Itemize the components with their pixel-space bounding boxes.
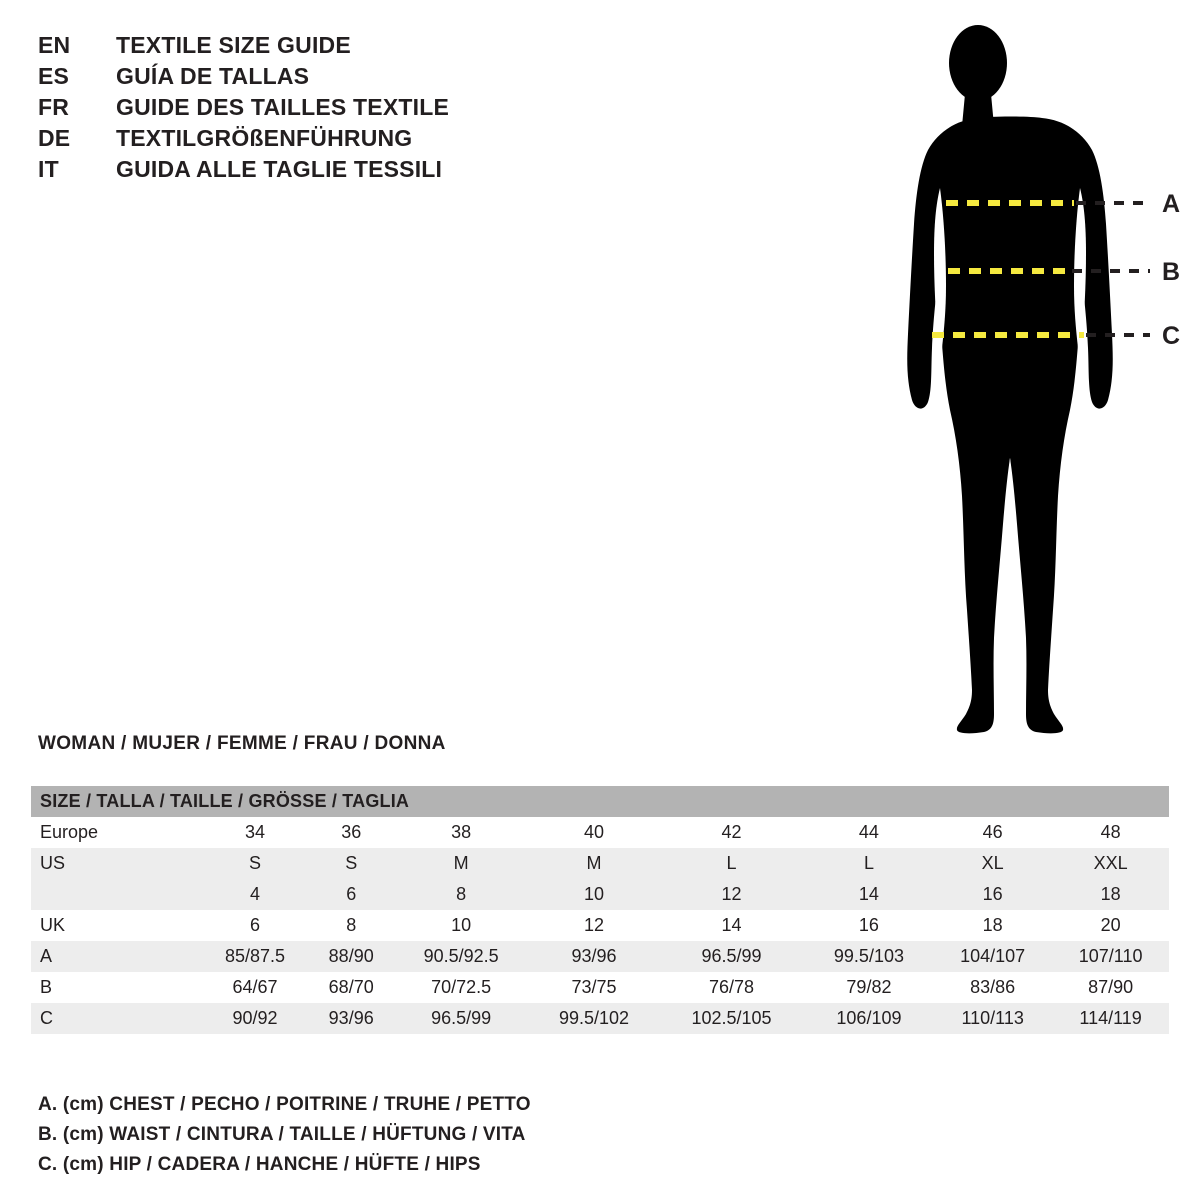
- measure-label-c: C: [1162, 322, 1181, 350]
- cell: 10: [392, 910, 529, 941]
- cell: 70/72.5: [392, 972, 529, 1003]
- cell: 48: [1052, 817, 1169, 848]
- row-label: UK: [31, 910, 200, 941]
- cell: 6: [310, 879, 392, 910]
- cell: 88/90: [310, 941, 392, 972]
- cell: 38: [392, 817, 529, 848]
- row-label: B: [31, 972, 200, 1003]
- cell: 93/96: [310, 1003, 392, 1034]
- cell: 18: [933, 910, 1052, 941]
- table-row: [31, 1003, 1169, 1034]
- table-row: [31, 972, 1169, 1003]
- cell: M: [530, 848, 658, 879]
- row-label: Europe: [31, 817, 200, 848]
- footnote-c: C. (cm) HIP / CADERA / HANCHE / HÜFTE / HIPS: [38, 1154, 481, 1175]
- cell: 8: [392, 879, 529, 910]
- measure-label-b: B: [1162, 258, 1181, 286]
- table-row: [31, 941, 1169, 972]
- measure-label-a: A: [1162, 190, 1181, 218]
- section-caption: WOMAN / MUJER / FEMME / FRAU / DONNA: [38, 733, 446, 754]
- cell: S: [310, 848, 392, 879]
- cell: 42: [658, 817, 805, 848]
- cell: 4: [200, 879, 310, 910]
- row-label: C: [31, 1003, 200, 1034]
- cell: 6: [200, 910, 310, 941]
- cell: 96.5/99: [658, 941, 805, 972]
- cell: 87/90: [1052, 972, 1169, 1003]
- cell: 93/96: [530, 941, 658, 972]
- cell: 36: [310, 817, 392, 848]
- cell: 85/87.5: [200, 941, 310, 972]
- table-row: [31, 910, 1169, 941]
- footnote-b: B. (cm) WAIST / CINTURA / TAILLE / HÜFTUNG / VITA: [38, 1124, 526, 1145]
- row-label: A: [31, 941, 200, 972]
- size-table: [31, 786, 1169, 1034]
- cell: 16: [805, 910, 933, 941]
- row-label: US: [31, 848, 200, 879]
- woman-silhouette-icon: [907, 25, 1113, 733]
- cell: 99.5/102: [530, 1003, 658, 1034]
- language-header-block: [38, 32, 638, 187]
- language-row: [38, 125, 638, 156]
- cell: 107/110: [1052, 941, 1169, 972]
- cell: 46: [933, 817, 1052, 848]
- table-header-row: [31, 786, 1169, 817]
- cell: 114/119: [1052, 1003, 1169, 1034]
- language-title: GUÍA DE TALLAS: [116, 63, 310, 89]
- cell: 96.5/99: [392, 1003, 529, 1034]
- language-title: TEXTILGRÖßENFÜHRUNG: [116, 125, 413, 151]
- female-body-figure: [860, 18, 1190, 738]
- footnotes-block: [38, 1090, 531, 1180]
- cell: 102.5/105: [658, 1003, 805, 1034]
- cell: 68/70: [310, 972, 392, 1003]
- language-title: GUIDE DES TAILLES TEXTILE: [116, 94, 449, 120]
- language-row: [38, 156, 638, 187]
- cell: 76/78: [658, 972, 805, 1003]
- language-code: FR: [38, 94, 70, 120]
- table-row: [31, 848, 1169, 879]
- language-code: DE: [38, 125, 71, 151]
- cell: 106/109: [805, 1003, 933, 1034]
- cell: 14: [805, 879, 933, 910]
- cell: 73/75: [530, 972, 658, 1003]
- cell: 110/113: [933, 1003, 1052, 1034]
- cell: 79/82: [805, 972, 933, 1003]
- table-row: [31, 879, 1169, 910]
- language-code: ES: [38, 63, 70, 89]
- cell: L: [805, 848, 933, 879]
- cell: 8: [310, 910, 392, 941]
- language-code: EN: [38, 32, 71, 58]
- cell: 16: [933, 879, 1052, 910]
- cell: 44: [805, 817, 933, 848]
- footnote-a: A. (cm) CHEST / PECHO / POITRINE / TRUHE / PETTO: [38, 1094, 531, 1115]
- table-row: [31, 817, 1169, 848]
- cell: 99.5/103: [805, 941, 933, 972]
- cell: 12: [658, 879, 805, 910]
- cell: 18: [1052, 879, 1169, 910]
- cell: XL: [933, 848, 1052, 879]
- language-row: [38, 63, 638, 94]
- language-title: TEXTILE SIZE GUIDE: [116, 32, 351, 58]
- cell: 20: [1052, 910, 1169, 941]
- language-row: [38, 94, 638, 125]
- language-code: IT: [38, 156, 59, 182]
- cell: M: [392, 848, 529, 879]
- cell: 83/86: [933, 972, 1052, 1003]
- cell: S: [200, 848, 310, 879]
- cell: 104/107: [933, 941, 1052, 972]
- cell: 34: [200, 817, 310, 848]
- row-label: [31, 879, 200, 910]
- cell: 12: [530, 910, 658, 941]
- cell: XXL: [1052, 848, 1169, 879]
- cell: L: [658, 848, 805, 879]
- cell: 90/92: [200, 1003, 310, 1034]
- cell: 40: [530, 817, 658, 848]
- cell: 90.5/92.5: [392, 941, 529, 972]
- table-header-label: SIZE / TALLA / TAILLE / GRÖSSE / TAGLIA: [31, 786, 1169, 817]
- language-title: GUIDA ALLE TAGLIE TESSILI: [116, 156, 443, 182]
- cell: 10: [530, 879, 658, 910]
- cell: 14: [658, 910, 805, 941]
- language-row: [38, 32, 638, 63]
- cell: 64/67: [200, 972, 310, 1003]
